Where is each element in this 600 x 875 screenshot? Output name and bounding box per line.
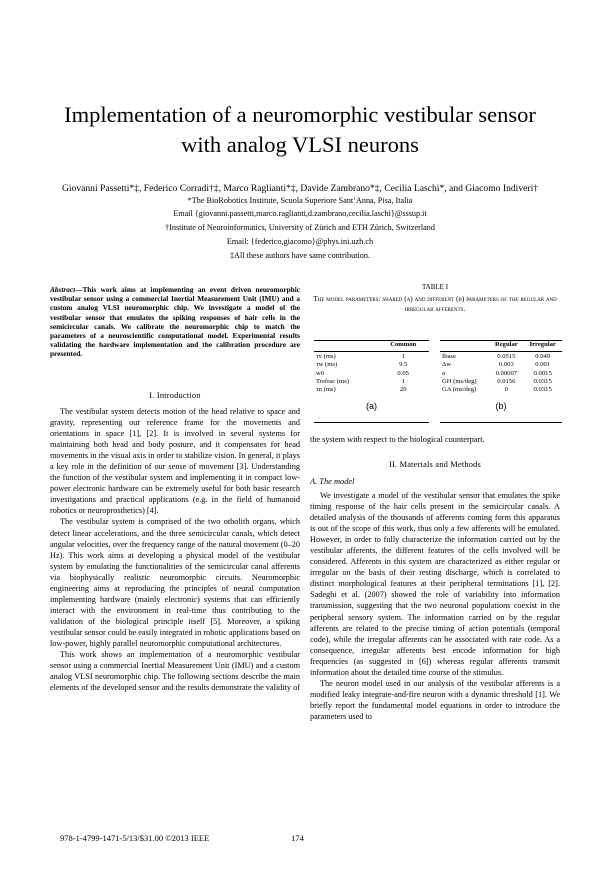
table-label: TABLE I bbox=[421, 283, 449, 291]
table-cell: 0.0515 bbox=[497, 353, 516, 361]
table-a-label: (a) bbox=[366, 401, 377, 412]
equal-contribution-note: ‡All these authors have same contribution. bbox=[229, 251, 371, 260]
table-a-header: Common bbox=[390, 341, 417, 348]
intro-paragraph: This work shows an implementation of a neuromorphic vestibular sensor using a commercial Inertial Measurement Unit (IMU) and a custom analog VLSI neuromorphic chip. The following sections describe the main elements of the developed sensor and the results demonstrate the validity of bbox=[50, 650, 300, 693]
intro-paragraph: The vestibular system is comprised of the two otholith organs, which detect linear accelerations, and the three semicircular canals, which detect angular velocities, over the frequency range of the natural movement (0–20 Hz). This work aims at developing a physical model of the vestibular system by emulating the functionalities of the semicircular canal afferents via biophysically realistic neuromorphic circuits. Neuromorphic engineering aims at reproducing the principles of neural computation implementing hardware (mainly electronic) systems that can efficiently interact with the environment in real-time thus contributing to the validation of the biological principle itself [5]. Moreover, a spiking vestibular sensor could be easily integrated in robotic applications based on low-power, highly parallel neuromorphic computational architectures. bbox=[50, 517, 300, 648]
table-cell: τn (ms) bbox=[316, 386, 336, 394]
table-cell: 0.003 bbox=[498, 361, 514, 369]
table-cell: τw (ms) bbox=[316, 361, 338, 369]
subsection-heading-model: A. The model bbox=[310, 477, 355, 486]
table-cell: 0.00007 bbox=[495, 369, 518, 377]
table-cell: Δw bbox=[442, 361, 452, 369]
abstract-text: —This work aims at implementing an event driven neuromorphic vestibular sensor using a commercial Inertial Measurement Unit (IMU) and a custom analog VLSI neuromorphic chip. We investigate a model of the vestibular sensor that emulates the spiking responses of hair cells in the semicircular canals. We calibrate the neuromorphic chip to match the parameters of a neuroscientific computational model. Experimental results validating the hardware implementation and the calibration procedure are presented. bbox=[50, 285, 300, 359]
table-row bbox=[440, 361, 562, 369]
section-heading-introduction: I. Introduction bbox=[149, 391, 201, 400]
affiliation-email-2: Email: {federico,giacomo}@phys.ini.uzh.ch bbox=[226, 237, 374, 246]
title-line-1: Implementation of a neuromorphic vestibular sensor bbox=[64, 102, 536, 127]
table-b-header-irregular: Irregular bbox=[529, 341, 556, 348]
paper-title bbox=[30, 100, 570, 160]
table-cell: 0.0315 bbox=[533, 377, 552, 385]
methods-body bbox=[310, 490, 560, 722]
abstract-label: Abstract bbox=[50, 285, 76, 294]
table-row bbox=[314, 349, 429, 361]
table-cell: w0 bbox=[316, 369, 325, 377]
abstract bbox=[50, 285, 300, 359]
table-cell: 1 bbox=[401, 353, 405, 361]
table-caption: The model parameters: shared (a) and different (b) parameters of the regular and irregular afferents. bbox=[313, 294, 557, 313]
table-cell: GH (ms/deg) bbox=[442, 377, 477, 385]
table-cell: 0.0156 bbox=[497, 377, 516, 385]
table-cell: 9.5 bbox=[399, 361, 408, 369]
table-row bbox=[314, 386, 429, 394]
table-row bbox=[314, 361, 429, 369]
table-b-label: (b) bbox=[495, 401, 507, 412]
intro-continuation: the system with respect to the biological counterpart. bbox=[310, 435, 485, 444]
table-cell: τv (ms) bbox=[316, 353, 336, 361]
table-cell: 0.05 bbox=[397, 369, 409, 377]
affiliation-email-1: Email {giovanni.passetti,marco.raglianti,d.zambrano,cecilia.laschi}@sssup.it bbox=[173, 209, 427, 218]
table-cell: 0.0315 bbox=[533, 386, 552, 394]
introduction-body bbox=[50, 406, 300, 693]
table-cell: 0 bbox=[504, 386, 508, 394]
table-cell: 0.001 bbox=[535, 361, 551, 369]
table-row bbox=[440, 386, 562, 394]
author-list: Giovanni Passetti*‡, Federico Corradi†‡, Marco Raglianti*‡, Davide Zambrano*‡, Cecilia Laschi*, and Giacomo Indiveri† bbox=[61, 183, 539, 194]
methods-paragraph: The neuron model used in our analysis of the vestibular afferents is a modified leaky integrate-and-fire neuron with a dynamic threshold [1]. We briefly report the fundamental model equations in order to introduce the parameters used to bbox=[310, 678, 560, 721]
table-cell: Ibase bbox=[442, 353, 456, 361]
table-row bbox=[440, 370, 562, 378]
section-heading-methods: II. Materials and Methods bbox=[389, 460, 481, 469]
methods-paragraph: We investigate a model of the vestibular sensor that emulates the spike timing response of the hair cells present in the semicircular canals. A detailed analysis of the thousands of afferents coming form this apparatus is out of the scope of this work, thus only a few afferents will be emulated. However, in order to fully characterize the information carried out by the vestibular afferents, the different features of the cells involved will be considered. Afferents in this system are characterized as either regular or irregular on the basis of their resting discharge, which is correlated to distinct morphological features at their peripheral terminations [1], [2]. Sadeghi et al. (2007) showed the role of variability into information transmission, suggesting that the two neuronal populations coexist in the peripheral sensory system. The information carried on by the regular afferents are related to the precise timing of action potentials (temporal code), while the irregular afferents can be associated with rate code. As a consequence, irregular afferents best encode information for high frequencies (as suggested in [6]) whereas regular afferents transmit information about the detailed time course of the stimulus. bbox=[310, 491, 560, 677]
table-row bbox=[440, 378, 562, 386]
title-line-2: with analog VLSI neurons bbox=[181, 132, 419, 157]
table-cell: 0.049 bbox=[535, 353, 551, 361]
table-cell: 0.0015 bbox=[533, 369, 552, 377]
table-cell: Trefrac (ms) bbox=[316, 377, 349, 385]
table-cell: σ bbox=[442, 369, 446, 377]
table-row bbox=[314, 378, 429, 386]
intro-paragraph: The vestibular system detects motion of the head relative to space and gravity, representing our reference frame for the movements and orientations in space [1], [2]. It is involved in several systems for maintaining both head and body posture, and it compensates for head movements in the visual axis in order to stabilize vision. In general, it plays a key role in the definition of our sense of movement [3]. Understanding the function of the vestibular system and implementing it in compact low-power electronic hardware can be extremely useful for both basic research investigations and practical applications (e.g. in the field of humanoid robotics or neuroprosthetics) [4]. bbox=[50, 407, 300, 516]
affiliation-2: †Institute of Neuroinformatics, University of Zürich and ETH Zürich, Switzerland bbox=[165, 223, 435, 232]
footer-isbn: 978-1-4799-1471-5/13/$31.00 ©2013 IEEE bbox=[60, 833, 210, 843]
table-b bbox=[440, 341, 562, 411]
page-number: 174 bbox=[291, 833, 304, 843]
table-row bbox=[314, 370, 429, 378]
affiliation-1: *The BioRobotics Institute, Scuola Superiore Sant’Anna, Pisa, Italia bbox=[187, 196, 413, 205]
table-b-header-regular: Regular bbox=[494, 341, 518, 348]
table-row bbox=[440, 349, 562, 361]
table-cell: 1 bbox=[401, 377, 405, 385]
table-cell: 20 bbox=[399, 386, 407, 394]
table-cell: GA (ms/deg) bbox=[442, 386, 477, 394]
table-a bbox=[314, 341, 429, 411]
